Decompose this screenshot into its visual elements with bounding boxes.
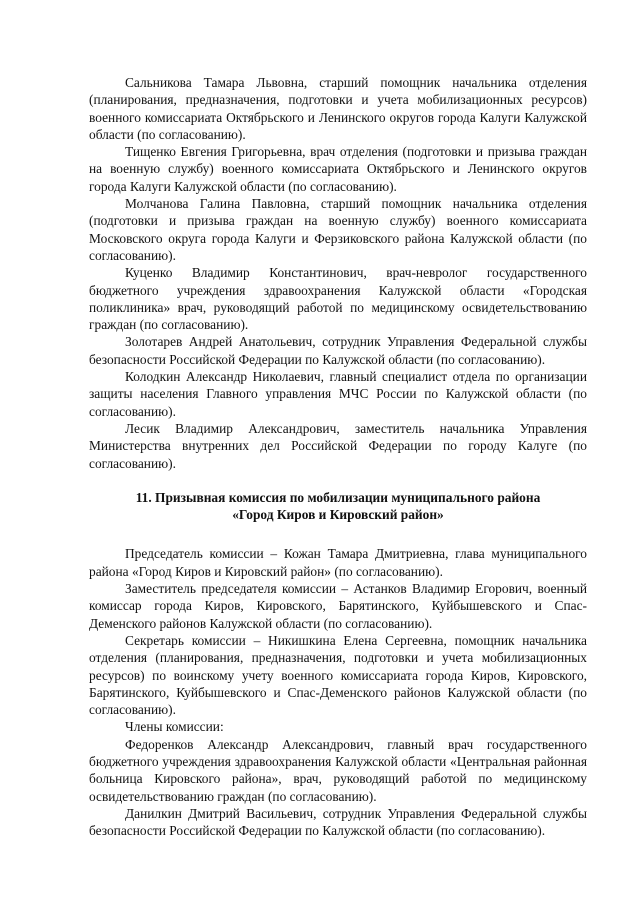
- member-paragraph: Лесик Владимир Александрович, заместитель начальника Управления Министерства внутренних дел Российской Федерации по городу Калуге (по согласованию).: [89, 420, 587, 471]
- section-heading-line-1: 11. Призывная комиссия по мобилизации муниципального района: [135, 489, 541, 505]
- members-heading: Члены комиссии:: [125, 719, 224, 735]
- chairman-paragraph: Председатель комиссии – Кожан Тамара Дмитриевна, глава муниципального района «Город Киров и Кировский район» (по согласованию).: [89, 546, 587, 579]
- secretary-paragraph: Секретарь комиссии – Никишкина Елена Сергеевна, помощник начальника отделения (планирования, предназначения, подготовки и учета мобилизационных ресурсов) по воинскому учету военного комиссариата города Киров, Кировского, Барятинского, Куйбышевского и Спас-Деменского районов Калужской области (по согласованию).: [89, 632, 587, 718]
- member-paragraph: Золотарев Андрей Анатольевич, сотрудник Управления Федеральной службы безопасности Российской Федерации по Калужской области (по согласованию).: [89, 334, 587, 367]
- member-paragraph: Данилкин Дмитрий Васильевич, сотрудник Управления Федеральной службы безопасности Российской Федерации по Калужской области (по согласованию).: [89, 805, 587, 839]
- section-heading: [89, 489, 587, 524]
- section-heading-line-2: «Город Киров и Кировский район»: [232, 507, 444, 523]
- member-paragraph: Сальникова Тамара Львовна, старший помощник начальника отделения (планирования, предназначения, подготовки и учета мобилизационных ресурсов) военного комиссариата Октябрьского и Ленинского округов города Калуги Калужской области (по согласованию).: [89, 75, 587, 142]
- member-paragraph: Молчанова Галина Павловна, старший помощник начальника отделения (подготовки и призыва граждан на военную службу) военного комиссариата Московского округа города Калуги и Ферзиковского района Калужской области (по согласованию).: [89, 196, 587, 263]
- deputy-chairman-paragraph: Заместитель председателя комиссии – Астанков Владимир Егорович, военный комиссар города Киров, Кировского, Барятинского, Куйбышевского и Спас-Деменского районов Калужской области (по согласованию).: [89, 581, 587, 631]
- member-paragraph: Федоренков Александр Александрович, главный врач государственного бюджетного учреждения здравоохранения Калужской области «Центральная районная больница Кировского района», врач, руководящий работой по медицинскому освидетельствованию граждан (по согласованию).: [89, 736, 587, 804]
- member-paragraph: Колодкин Александр Николаевич, главный специалист отдела по организации защиты населения Главного управления МЧС России по Калужской области (по согласованию).: [89, 369, 587, 419]
- section-11-body: [89, 545, 587, 839]
- member-paragraph: Куценко Владимир Константинович, врач-невролог государственного бюджетного учреждения здравоохранения Калужской области «Городская поликлиника» врач, руководящий работой по медицинскому освидетельствованию граждан (по согласованию).: [89, 265, 587, 333]
- member-paragraph: Тищенко Евгения Григорьевна, врач отделения (подготовки и призыва граждан на военную службу) военного комиссариата Октябрьского и Ленинского округов города Калуги Калужской области (по согласованию).: [89, 144, 587, 194]
- commission-members-continued: [89, 74, 587, 472]
